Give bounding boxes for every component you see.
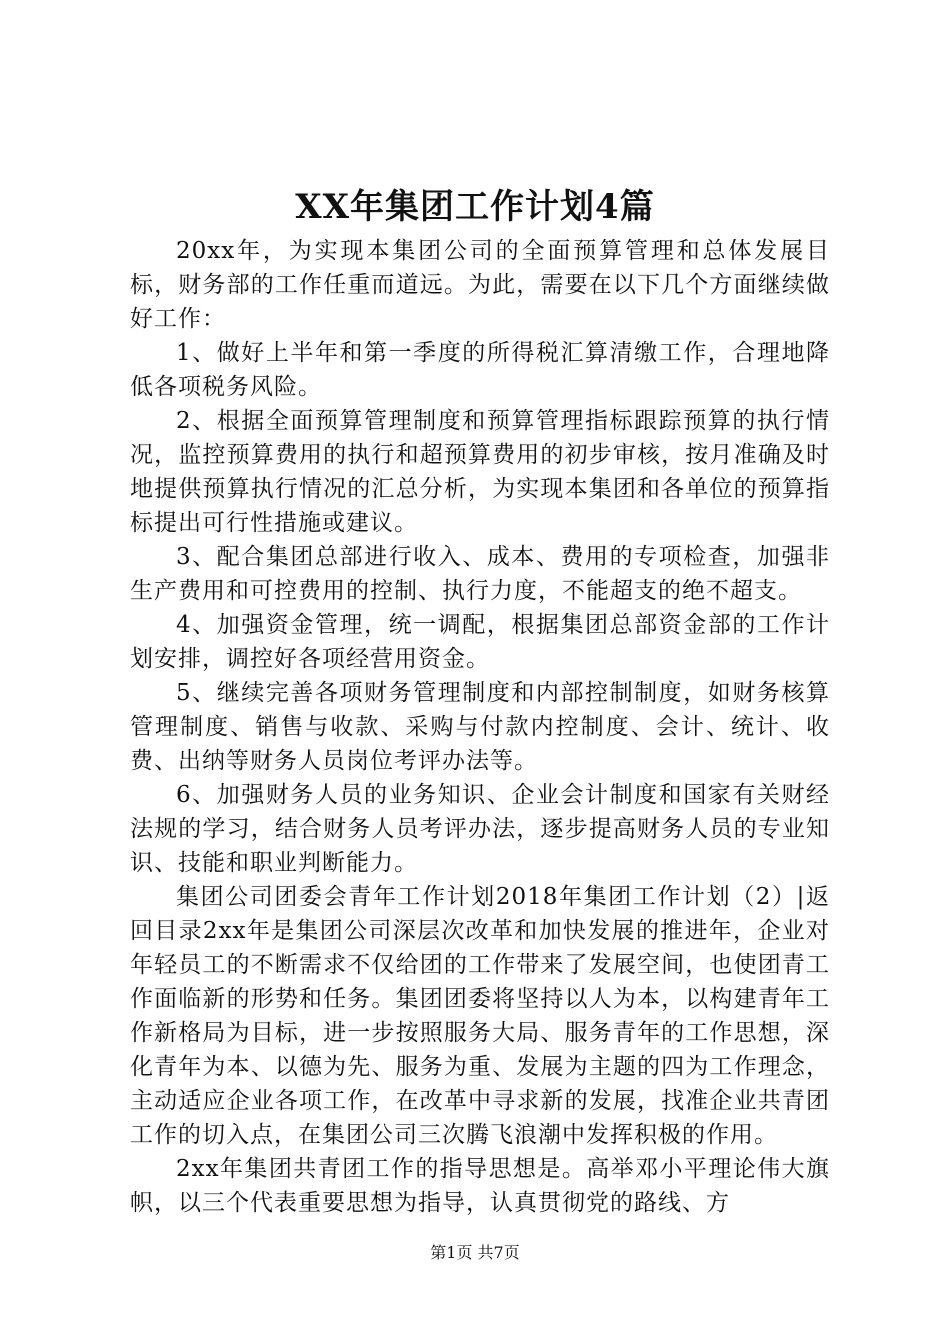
paragraph-item-1: 1、做好上半年和第一季度的所得税汇算清缴工作，合理地降低各项税务风险。 <box>130 340 830 400</box>
paragraph-item-2: 2、根据全面预算管理制度和预算管理指标跟踪预算的执行情况，监控预算费用的执行和超预算费用的初步审核，按月准确及时地提供预算执行情况的汇总分析，为实现本集团和各单位的预算指标提出可行性措施或建议。 <box>130 408 830 536</box>
paragraph-item-5: 5、继续完善各项财务管理制度和内部控制制度，如财务核算管理制度、销售与收款、采购与付款内控制度、会计、统计、收费、出纳等财务人员岗位考评办法等。 <box>130 680 830 774</box>
paragraph-guiding-thought: 2xx年集团共青团工作的指导思想是。高举邓小平理论伟大旗帜，以三个代表重要思想为指导，认真贯彻党的路线、方 <box>130 1156 830 1216</box>
paragraph-item-4: 4、加强资金管理，统一调配，根据集团总部资金部的工作计划安排，调控好各项经营用资金。 <box>130 612 830 672</box>
page-footer: 第1页 共7页 <box>430 1243 520 1262</box>
paragraph-item-6: 6、加强财务人员的业务知识、企业会计制度和国家有关财经法规的学习，结合财务人员考评办法，逐步提高财务人员的专业知识、技能和职业判断能力。 <box>130 782 830 876</box>
document-body <box>130 234 830 1220</box>
paragraph-youth-plan: 集团公司团委会青年工作计划2018年集团工作计划（2）|返回目录2xx年是集团公司深层次改革和加快发展的推进年，企业对年轻员工的不断需求不仅给团的工作带来了发展空间，也使团青工作面临新的形势和任务。集团团委将坚持以人为本，以构建青年工作新格局为目标，进一步按照服务大局、服务青年的工作思想，深化青年为本、以德为先、服务为重、发展为主题的四为工作理念，主动适应企业各项工作，在改革中寻求新的发展，找准企业共青团工作的切入点，在集团公司三次腾飞浪潮中发挥积极的作用。 <box>130 884 830 1148</box>
paragraph-item-3: 3、配合集团总部进行收入、成本、费用的专项检查，加强非生产费用和可控费用的控制、执行力度，不能超支的绝不超支。 <box>130 544 830 604</box>
document-title: XX年集团工作计划4篇 <box>295 187 655 227</box>
paragraph-intro: 20xx年，为实现本集团公司的全面预算管理和总体发展目标，财务部的工作任重而道远。为此，需要在以下几个方面继续做好工作： <box>130 238 830 332</box>
